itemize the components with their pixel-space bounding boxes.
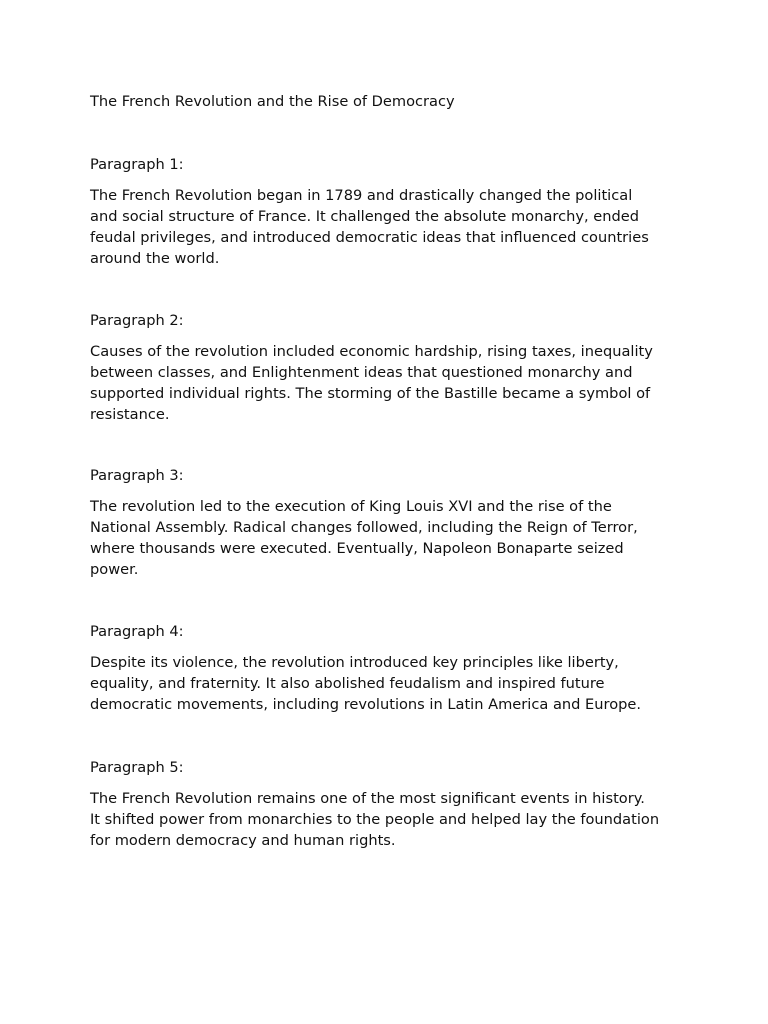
text-line: Causes of the revolution included economic hardship, rising taxes, inequality bbox=[90, 343, 653, 360]
text-line: feudal privileges, and introduced democratic ideas that influenced countries bbox=[90, 229, 649, 246]
section-body bbox=[90, 496, 690, 580]
document-title: The French Revolution and the Rise of Democracy bbox=[90, 93, 455, 110]
text-line: National Assembly. Radical changes followed, including the Reign of Terror, bbox=[90, 519, 638, 536]
text-line: for modern democracy and human rights. bbox=[90, 832, 396, 849]
section-body bbox=[90, 788, 690, 851]
section-paragraph-1 bbox=[90, 154, 690, 269]
section-paragraph-4 bbox=[90, 621, 690, 715]
text-line: supported individual rights. The storming of the Bastille became a symbol of bbox=[90, 385, 651, 402]
text-line: The revolution led to the execution of King Louis XVI and the rise of the bbox=[90, 498, 612, 515]
text-line: power. bbox=[90, 561, 139, 578]
section-heading: Paragraph 4: bbox=[90, 623, 184, 640]
section-heading: Paragraph 5: bbox=[90, 759, 184, 776]
text-line: It shifted power from monarchies to the people and helped lay the foundation bbox=[90, 811, 660, 828]
text-line: democratic movements, including revolutions in Latin America and Europe. bbox=[90, 696, 641, 713]
text-line: between classes, and Enlightenment ideas that questioned monarchy and bbox=[90, 364, 633, 381]
section-heading: Paragraph 3: bbox=[90, 467, 184, 484]
text-line: resistance. bbox=[90, 406, 170, 423]
section-paragraph-2 bbox=[90, 310, 690, 425]
section-heading: Paragraph 1: bbox=[90, 156, 184, 173]
text-line: The French Revolution remains one of the most significant events in history. bbox=[90, 790, 645, 807]
section-body bbox=[90, 341, 690, 425]
section-body bbox=[90, 652, 690, 715]
text-line: Despite its violence, the revolution introduced key principles like liberty, bbox=[90, 654, 619, 671]
section-paragraph-3 bbox=[90, 465, 690, 580]
text-line: where thousands were executed. Eventually, Napoleon Bonaparte seized bbox=[90, 540, 624, 557]
text-line: equality, and fraternity. It also abolished feudalism and inspired future bbox=[90, 675, 605, 692]
text-line: The French Revolution began in 1789 and drastically changed the political bbox=[90, 187, 633, 204]
section-paragraph-5 bbox=[90, 757, 690, 851]
text-line: and social structure of France. It challenged the absolute monarchy, ended bbox=[90, 208, 639, 225]
section-body bbox=[90, 185, 690, 269]
text-line: around the world. bbox=[90, 250, 220, 267]
section-heading: Paragraph 2: bbox=[90, 312, 184, 329]
